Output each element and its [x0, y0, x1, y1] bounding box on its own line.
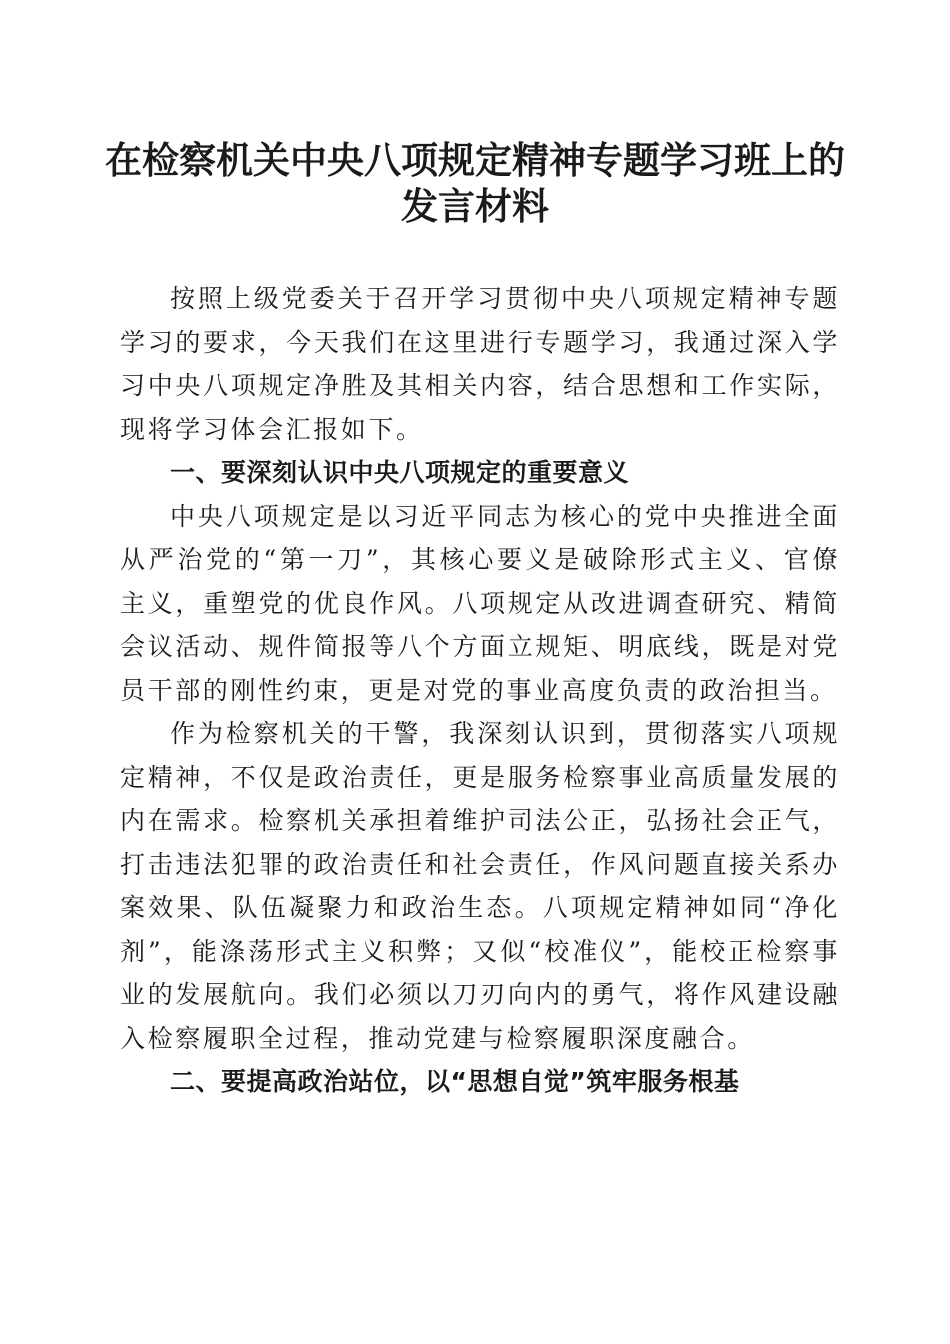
- intro-paragraph: 按照上级党委关于召开学习贯彻中央八项规定精神专题学习的要求，今天我们在这里进行专题学习，我通过深入学习中央八项规定净胜及其相关内容，结合思想和工作实际，现将学习体会汇报如下。: [120, 284, 840, 444]
- document-title-line-2: 发言材料: [401, 184, 549, 228]
- section-1-paragraph-1: 中央八项规定是以习近平同志为核心的党中央推进全面从严治党的“第一刀”，其核心要义是破除形式主义、官僚主义，重塑党的优良作风。八项规定从改进调查研究、精简会议活动、规件简报等八个方面立规矩、明底线，既是对党员干部的刚性约束，更是对党的事业高度负责的政治担当。: [120, 501, 840, 705]
- section-1-heading: 一、要深刻认识中央八项规定的重要意义: [170, 458, 630, 487]
- section-1-paragraph-2: 作为检察机关的干警，我深刻认识到，贯彻落实八项规定精神，不仅是政治责任，更是服务检察事业高质量发展的内在需求。检察机关承担着维护司法公正，弘扬社会正气，打击违法犯罪的政治责任和社会责任，作风问题直接关系办案效果、队伍凝聚力和政治生态。八项规定精神如同“净化剂”，能涤荡形式主义积弊；又似“校准仪”，能校正检察事业的发展航向。我们必须以刀刃向内的勇气，将作风建设融入检察履职全过程，推动党建与检察履职深度融合。: [120, 719, 840, 1053]
- document-body: [120, 277, 840, 1104]
- document-title-line-1: 在检察机关中央八项规定精神专题学习班上的: [105, 138, 845, 182]
- section-2-heading: 二、要提高政治站位，以“思想自觉”筑牢服务根基: [170, 1067, 740, 1096]
